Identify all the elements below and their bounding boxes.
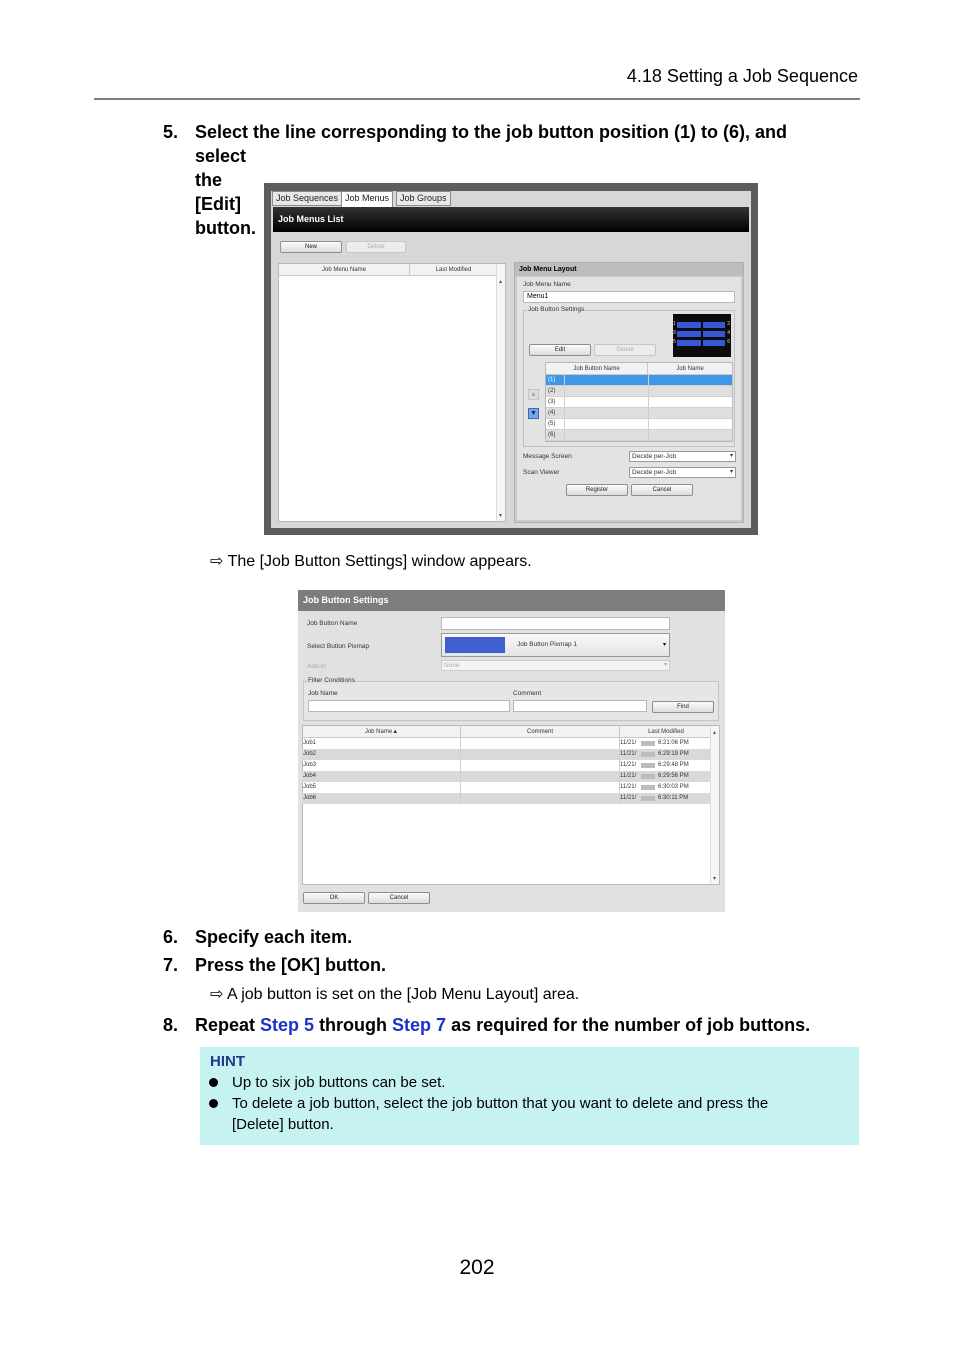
step-text: Select the line corresponding to the job button position (1) to (6), and: [195, 122, 787, 142]
job-menu-layout-title: Job Menu Layout: [515, 263, 743, 276]
filter-job-name-input[interactable]: [308, 700, 510, 712]
table-row[interactable]: [302, 782, 710, 793]
date-cell: 11/21/: [620, 740, 637, 746]
step-number: 7.: [163, 955, 179, 975]
step-number: 5.: [163, 122, 179, 142]
column-divider: [619, 738, 620, 804]
job-button-name-input[interactable]: [441, 617, 670, 630]
column-header-job-menu-name[interactable]: Job Menu Name: [279, 264, 410, 276]
hint-item: Up to six job buttons can be set.: [232, 1074, 446, 1091]
chevron-down-icon: ▾: [729, 453, 733, 459]
filter-comment-label: Comment: [513, 690, 542, 697]
select-pixmap-label: Select Button Pixmap: [307, 643, 370, 650]
job-button-name-label: Job Button Name: [307, 620, 358, 627]
message-screen-select[interactable]: [629, 451, 736, 462]
job-name-cell: Job5: [303, 784, 317, 790]
move-down-button[interactable]: [528, 408, 539, 419]
table-row[interactable]: [302, 760, 710, 771]
result-text: The [Job Button Settings] window appears.: [227, 553, 532, 570]
step-text-part: as required for the number of job buttons.: [446, 1015, 811, 1035]
job-button-settings-label: Job Button Settings: [528, 306, 585, 313]
grid-row[interactable]: (2): [546, 386, 732, 397]
column-header-last-modified[interactable]: Last Modified: [410, 264, 497, 276]
job-button-grid[interactable]: [545, 362, 733, 442]
scan-viewer-label: Scan Viewer: [523, 469, 560, 476]
date-cell: 11/21/: [620, 795, 637, 801]
table-row[interactable]: [302, 793, 710, 804]
job-menu-name-label: Job Menu Name: [523, 281, 571, 288]
up-arrow-icon: ▲: [530, 391, 537, 398]
addin-value: None: [444, 662, 460, 669]
step-7-link[interactable]: Step 7: [392, 1015, 447, 1035]
header-divider: [94, 98, 860, 100]
time-cell: 6:21:06 PM: [658, 740, 689, 746]
register-button[interactable]: Register: [566, 484, 628, 496]
time-cell: 6:29:48 PM: [658, 762, 689, 768]
step-text: [195, 1013, 810, 1037]
blurred-year: [641, 741, 655, 746]
preview-number: 1: [673, 321, 676, 327]
step-text: Specify each item.: [195, 927, 353, 947]
filter-conditions-label: Filter Conditions: [308, 677, 355, 684]
chevron-down-icon: ▾: [729, 469, 733, 475]
grid-row[interactable]: (3): [546, 397, 732, 408]
tab-job-sequences[interactable]: Job Sequences: [272, 191, 342, 206]
up-arrow-icon: ▴: [713, 730, 717, 736]
hint-box: [200, 1047, 859, 1145]
blurred-year: [641, 796, 655, 801]
table-scrollbar[interactable]: [710, 726, 719, 884]
blurred-year: [641, 752, 655, 757]
time-cell: 6:29:56 PM: [658, 773, 689, 779]
panel-title: Job Menus List: [273, 207, 749, 232]
tab-job-menus[interactable]: Job Menus: [341, 191, 393, 207]
jobs-table-rows: [302, 738, 710, 804]
pixmap-value: Job Button Pixmap 1: [517, 641, 577, 648]
arrow-right-outline-icon: ⇨: [210, 986, 224, 1003]
job-menu-layout-panel: [514, 262, 744, 523]
preview-number: 3: [673, 330, 676, 336]
down-arrow-icon: ▼: [530, 410, 537, 417]
grid-row[interactable]: (4): [546, 408, 732, 419]
tab-job-groups[interactable]: Job Groups: [396, 191, 451, 206]
message-screen-label: Message Screen: [523, 453, 572, 460]
blurred-year: [641, 774, 655, 779]
arrow-right-outline-icon: ⇨: [210, 553, 224, 570]
grid-row[interactable]: (5): [546, 419, 732, 430]
job-menu-name-input[interactable]: Menu1: [523, 291, 735, 303]
table-row[interactable]: [302, 749, 710, 760]
section-title: 4.18 Setting a Job Sequence: [626, 66, 858, 86]
date-cell: 11/21/: [620, 762, 637, 768]
job-name-cell: Job6: [303, 795, 317, 801]
date-cell: 11/21/: [620, 784, 637, 790]
move-up-button[interactable]: [528, 389, 539, 400]
scan-viewer-value: Decide per-Job: [632, 469, 677, 476]
preview-button: [703, 331, 725, 337]
job-name-cell: Job2: [303, 751, 317, 757]
layout-delete-button[interactable]: Delete: [594, 344, 656, 356]
addin-select[interactable]: [441, 660, 670, 671]
new-button[interactable]: New: [280, 241, 342, 253]
preview-number: 2: [727, 321, 730, 327]
table-row[interactable]: [302, 738, 710, 749]
date-cell: 11/21/: [620, 773, 637, 779]
preview-button: [677, 340, 701, 346]
filter-comment-input[interactable]: [513, 700, 647, 712]
step-number: 6.: [163, 927, 179, 947]
pixmap-swatch: [445, 637, 505, 653]
job-name-cell: Job3: [303, 762, 317, 768]
preview-button: [703, 322, 725, 328]
step-5-result: [210, 551, 532, 571]
dialog-title: Job Button Settings: [298, 590, 725, 611]
step-text: select the [Edit] button.: [195, 146, 256, 238]
blurred-year: [641, 763, 655, 768]
delete-button[interactable]: Delete: [346, 241, 406, 253]
bullet-icon: [209, 1078, 218, 1087]
job-menus-window: [271, 191, 751, 528]
down-arrow-icon: ▾: [499, 513, 503, 519]
column-header-job-name[interactable]: Job Name▲: [303, 726, 461, 738]
time-cell: 6:30:11 PM: [658, 795, 689, 801]
job-button-settings-screenshot: [298, 590, 725, 912]
column-divider: [460, 738, 461, 804]
find-button[interactable]: Find: [652, 701, 714, 713]
time-cell: 6:29:19 PM: [658, 751, 689, 757]
ok-button[interactable]: OK: [303, 892, 365, 904]
preview-number: 4: [727, 330, 730, 336]
step-5-link[interactable]: Step 5: [260, 1015, 315, 1035]
page-number: 202: [459, 1256, 495, 1279]
grid-row[interactable]: (1): [546, 375, 732, 386]
pixmap-select[interactable]: [441, 633, 670, 657]
step-text-part: through: [314, 1015, 393, 1035]
grid-divider: [648, 375, 649, 441]
column-header-job-name[interactable]: Job Name: [648, 363, 732, 375]
job-name-cell: Job4: [303, 773, 317, 779]
date-cell: 11/21/: [620, 751, 637, 757]
chevron-down-icon: ▾: [662, 642, 666, 648]
step-text: Press the [OK] button.: [195, 955, 387, 975]
hint-title: HINT: [210, 1053, 245, 1070]
edit-button[interactable]: Edit: [529, 344, 591, 356]
blurred-year: [641, 785, 655, 790]
dialog-cancel-button[interactable]: Cancel: [368, 892, 430, 904]
bullet-icon: [209, 1099, 218, 1108]
step-number: 8.: [163, 1015, 179, 1035]
column-header-job-button-name[interactable]: Job Button Name: [546, 363, 648, 375]
addin-label: Add-in: [307, 663, 326, 670]
column-header-last-modified[interactable]: Last Modified: [620, 726, 712, 738]
preview-button: [677, 322, 701, 328]
step-text-part: Repeat: [195, 1015, 261, 1035]
down-arrow-icon: ▾: [713, 876, 717, 882]
step-7-result: [210, 984, 579, 1004]
result-text: A job button is set on the [Job Menu Layout] area.: [226, 986, 580, 1003]
preview-number: 6: [727, 339, 730, 345]
scan-viewer-select[interactable]: [629, 467, 736, 478]
job-name-cell: Job1: [303, 740, 317, 746]
preview-number: 5: [673, 339, 676, 345]
up-arrow-icon: ▴: [499, 279, 503, 285]
preview-button: [677, 331, 701, 337]
time-cell: 6:30:03 PM: [658, 784, 689, 790]
grid-row[interactable]: (6): [546, 430, 732, 441]
layout-preview-image: [673, 314, 731, 357]
list-scrollbar[interactable]: [496, 264, 505, 521]
column-header-comment[interactable]: Comment: [461, 726, 620, 738]
chevron-down-icon: ▾: [663, 662, 667, 668]
job-menus-screenshot: [264, 183, 758, 535]
grid-divider: [564, 375, 565, 441]
cancel-button[interactable]: Cancel: [631, 484, 693, 496]
table-row[interactable]: [302, 771, 710, 782]
message-screen-value: Decide per-Job: [632, 453, 677, 460]
filter-job-name-label: Job Name: [308, 690, 338, 697]
job-menus-list[interactable]: [278, 263, 506, 522]
preview-button: [703, 340, 725, 346]
hint-item: [Delete] button.: [232, 1116, 334, 1133]
hint-item: To delete a job button, select the job button that you want to delete and press the: [232, 1095, 769, 1112]
